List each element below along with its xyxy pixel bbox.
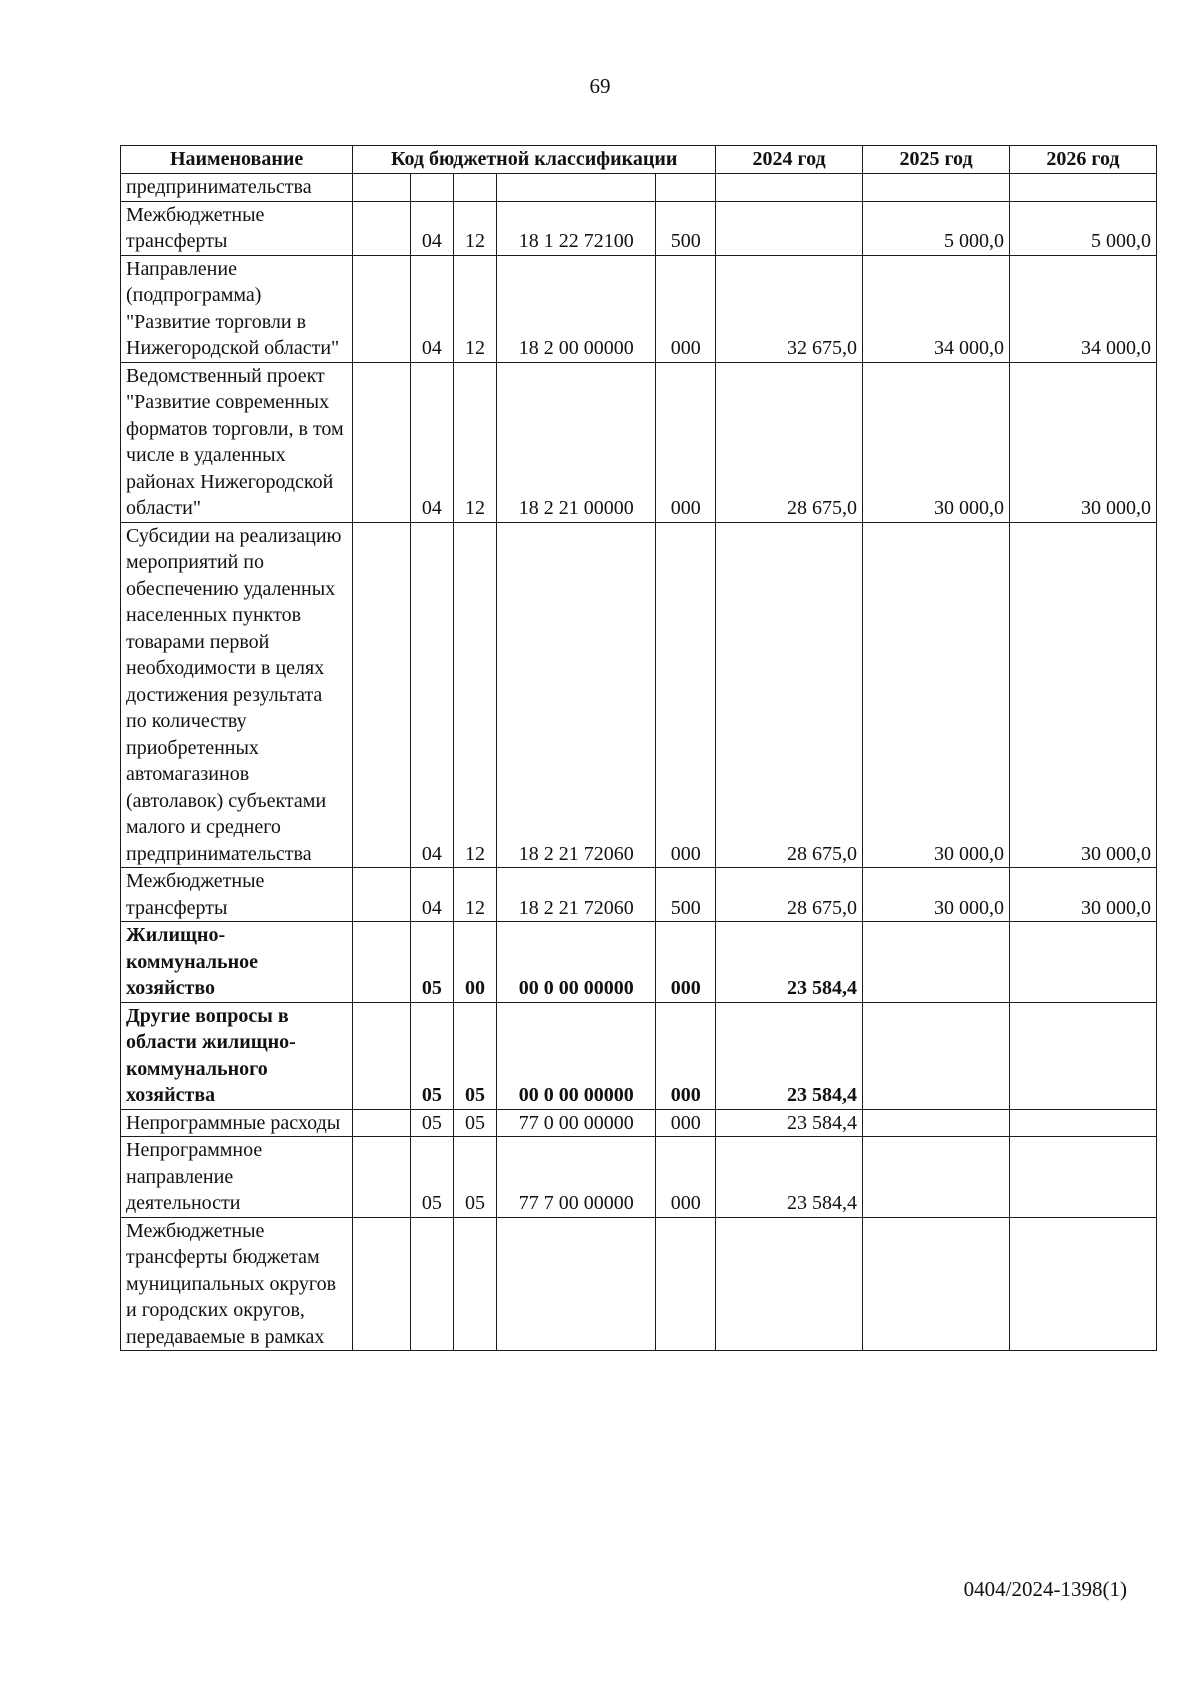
cell-section: 04 [410,522,453,868]
cell-empty [353,868,411,922]
cell-2025 [863,174,1010,202]
cell-expense-type: 000 [656,1002,716,1109]
cell-section: 05 [410,1137,453,1218]
table-row [121,174,1157,202]
cell-2024: 28 675,0 [716,522,863,868]
cell-2026: 5 000,0 [1009,201,1156,255]
cell-expense-type: 500 [656,201,716,255]
cell-2025 [863,1109,1010,1137]
cell-expense-type: 000 [656,255,716,362]
table-body [121,174,1157,1351]
cell-name: Направление (подпрограмма) "Развитие торговли в Нижегородской области" [121,255,353,362]
cell-expense-type: 000 [656,1137,716,1218]
cell-empty [353,201,411,255]
cell-subsection: 12 [453,201,496,255]
cell-target-article: 18 1 22 72100 [497,201,656,255]
cell-2024: 23 584,4 [716,1002,863,1109]
cell-section: 05 [410,922,453,1003]
cell-section: 04 [410,255,453,362]
budget-table [120,145,1157,1351]
cell-target-article: 18 2 21 00000 [497,362,656,522]
header-2024: 2024 год [716,146,863,174]
cell-target-article: 00 0 00 00000 [497,1002,656,1109]
cell-target-article: 18 2 21 72060 [497,868,656,922]
cell-2024: 28 675,0 [716,362,863,522]
header-2026: 2026 год [1009,146,1156,174]
table-row [121,1002,1157,1109]
header-name: Наименование [121,146,353,174]
cell-2026 [1009,1217,1156,1351]
cell-target-article [497,1217,656,1351]
cell-section: 05 [410,1109,453,1137]
table-row [121,1109,1157,1137]
cell-name: Непрограммные расходы [121,1109,353,1137]
cell-2025: 30 000,0 [863,362,1010,522]
cell-expense-type: 000 [656,1109,716,1137]
cell-name: Межбюджетные трансферты бюджетам муниципальных округов и городских округов, передаваемые в рамках [121,1217,353,1351]
cell-name: Другие вопросы в области жилищно-коммунального хозяйства [121,1002,353,1109]
cell-subsection: 12 [453,255,496,362]
cell-subsection [453,174,496,202]
table-row [121,522,1157,868]
cell-2026 [1009,1137,1156,1218]
cell-2025: 34 000,0 [863,255,1010,362]
cell-2025 [863,922,1010,1003]
table-row [121,201,1157,255]
cell-section [410,1217,453,1351]
cell-2026: 34 000,0 [1009,255,1156,362]
page-number: 69 [589,74,611,98]
cell-2024: 23 584,4 [716,1137,863,1218]
cell-empty [353,522,411,868]
cell-name: Межбюджетные трансферты [121,868,353,922]
cell-2025 [863,1002,1010,1109]
cell-subsection: 12 [453,868,496,922]
table-row [121,362,1157,522]
cell-target-article: 18 2 00 00000 [497,255,656,362]
cell-2024 [716,201,863,255]
cell-target-article [497,174,656,202]
cell-2024: 28 675,0 [716,868,863,922]
cell-section [410,174,453,202]
cell-name: Межбюджетные трансферты [121,201,353,255]
cell-name: предпринимательства [121,174,353,202]
cell-subsection [453,1217,496,1351]
cell-2024 [716,1217,863,1351]
cell-subsection: 12 [453,362,496,522]
cell-section: 04 [410,201,453,255]
cell-2024 [716,174,863,202]
table-row [121,1137,1157,1218]
cell-2024: 23 584,4 [716,922,863,1003]
cell-empty [353,1137,411,1218]
cell-subsection: 05 [453,1137,496,1218]
table-row [121,922,1157,1003]
cell-empty [353,255,411,362]
cell-empty [353,362,411,522]
cell-target-article: 77 0 00 00000 [497,1109,656,1137]
cell-section: 04 [410,868,453,922]
cell-2026: 30 000,0 [1009,522,1156,868]
cell-2025: 5 000,0 [863,201,1010,255]
cell-2026: 30 000,0 [1009,868,1156,922]
document-code: 0404/2024-1398(1) [963,1577,1127,1601]
cell-2026 [1009,1109,1156,1137]
cell-expense-type [656,1217,716,1351]
cell-subsection: 05 [453,1002,496,1109]
cell-empty [353,1002,411,1109]
cell-subsection: 05 [453,1109,496,1137]
cell-2025 [863,1137,1010,1218]
cell-2026 [1009,174,1156,202]
cell-name: Ведомственный проект "Развитие современных форматов торговли, в том числе в удаленных районах Нижегородской области" [121,362,353,522]
cell-2025: 30 000,0 [863,868,1010,922]
cell-expense-type [656,174,716,202]
cell-expense-type: 000 [656,362,716,522]
cell-subsection: 12 [453,522,496,868]
cell-target-article: 18 2 21 72060 [497,522,656,868]
table-row [121,868,1157,922]
cell-2026 [1009,922,1156,1003]
header-2025: 2025 год [863,146,1010,174]
cell-section: 04 [410,362,453,522]
cell-empty [353,174,411,202]
cell-empty [353,1109,411,1137]
header-code: Код бюджетной классификации [353,146,716,174]
cell-expense-type: 000 [656,922,716,1003]
cell-target-article: 77 7 00 00000 [497,1137,656,1218]
table-row [121,1217,1157,1351]
cell-expense-type: 000 [656,522,716,868]
cell-section: 05 [410,1002,453,1109]
cell-expense-type: 500 [656,868,716,922]
cell-2024: 32 675,0 [716,255,863,362]
cell-name: Субсидии на реализацию мероприятий по обеспечению удаленных населенных пунктов товарами первой необходимости в целях достижения результата по количеству приобретенных автомагазинов (автолавок) субъектами малого и среднего предпринимательства [121,522,353,868]
cell-empty [353,922,411,1003]
table-row [121,255,1157,362]
cell-empty [353,1217,411,1351]
cell-2025: 30 000,0 [863,522,1010,868]
cell-2025 [863,1217,1010,1351]
cell-2026: 30 000,0 [1009,362,1156,522]
cell-target-article: 00 0 00 00000 [497,922,656,1003]
cell-2024: 23 584,4 [716,1109,863,1137]
cell-subsection: 00 [453,922,496,1003]
cell-name: Жилищно-коммунальное хозяйство [121,922,353,1003]
table-header-row [121,146,1157,174]
cell-2026 [1009,1002,1156,1109]
cell-name: Непрограммное направление деятельности [121,1137,353,1218]
